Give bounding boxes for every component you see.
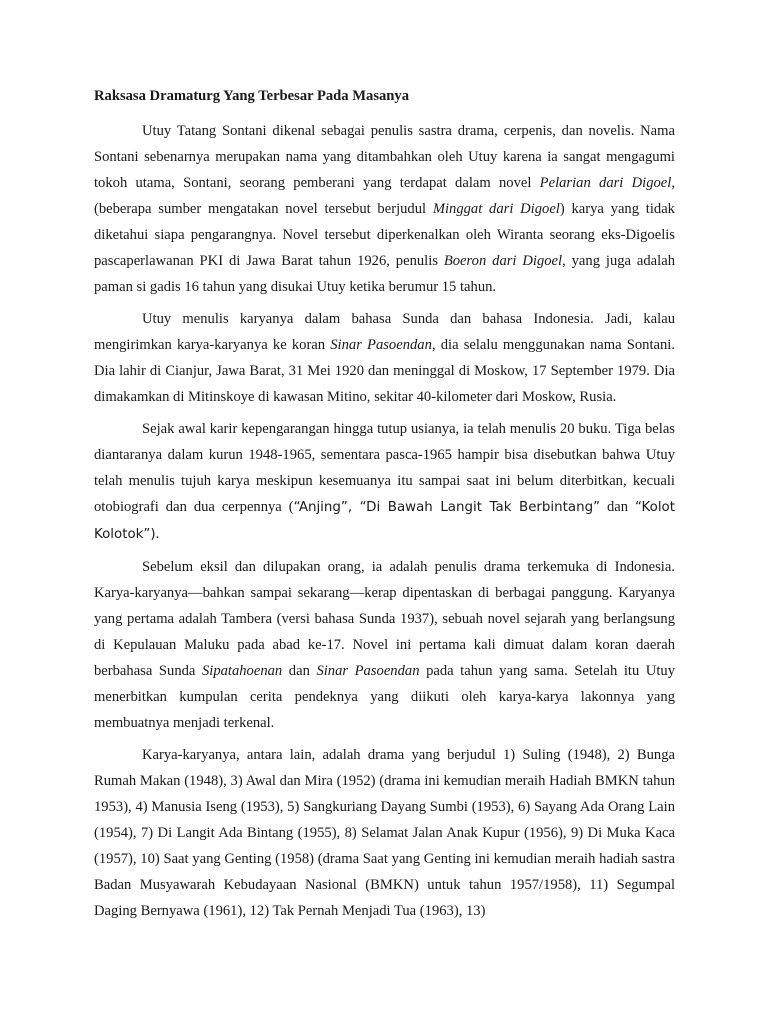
paragraph-4-text-c: pada tahun yang sama. Setelah itu Utuy menerbitkan kumpulan cerita pendeknya yang diikuti oleh karya-karya lakonnya yang membuatnya menjadi terkenal. <box>94 663 675 731</box>
paragraph-2-text-b: , dia selalu menggunakan nama Sontani. Dia lahir di Cianjur, Jawa Barat, 31 Mei 1920 dan meninggal di Moskow, 17 September 1979. Dia dimakamkan di Mitinskoye di kawasan Mitino, sekitar 40-kilometer dari Moskow, Rusia. <box>94 337 675 405</box>
paragraph-1-italic-title-3: Boeron dari Digoel <box>443 253 563 269</box>
document-page <box>94 86 675 930</box>
paragraph-1-text-c: ) karya yang tidak diketahui siapa pengarangnya. Novel tersebut diperkenalkan oleh Wiranta seorang eks-Digoelis pascaperlawanan PKI di Jawa Barat tahun 1926, penulis <box>94 201 675 269</box>
paragraph-4-italic-newspaper-2: Sinar Pasoendan <box>316 663 420 679</box>
paragraph-3-story-title-3: “Kolot Kolotok”) <box>94 500 675 542</box>
paragraph-1-text-b: , (beberapa sumber mengatakan novel tersebut berjudul <box>94 175 675 217</box>
paragraph-4-italic-newspaper-1: Sipatahoenan <box>201 663 283 679</box>
paragraph-5 <box>94 742 675 924</box>
paragraph-4-text-a: Sebelum eksil dan dilupakan orang, ia adalah penulis drama terkemuka di Indonesia. Karya-karyanya—bahkan sampai sekarang—kerap dipentaskan di berbagai panggung. Karyanya yang pertama adalah Tambera (versi bahasa Sunda 1937), sebuah novel sejarah yang berlangsung di Kepulauan Maluku pada abad ke-17. Novel ini pertama kali dimuat dalam koran daerah berbahasa Sunda <box>94 559 675 679</box>
paragraph-2-italic-newspaper: Sinar Pasoendan <box>330 337 432 353</box>
paragraph-2-text-a: Utuy menulis karyanya dalam bahasa Sunda dan bahasa Indonesia. Jadi, kalau mengirimkan karya-karyanya ke koran <box>94 311 675 353</box>
paragraph-1 <box>94 118 675 300</box>
paragraph-3-text-b: dan <box>600 499 635 515</box>
paragraph-5-text: Karya-karyanya, antara lain, adalah drama yang berjudul 1) Suling (1948), 2) Bunga Rumah Makan (1948), 3) Awal dan Mira (1952) (drama ini kemudian meraih Hadiah BMKN tahun 1953), 4) Manusia Iseng (1953), 5) Sangkuriang Dayang Sumbi (1953), 6) Sayang Ada Orang Lain (1954), 7) Di Langit Ada Bintang (1955), 8) Selamat Jalan Anak Kupur (1956), 9) Di Muka Kaca (1957), 10) Saat yang Genting (1958) (drama Saat yang Genting ini kemudian meraih hadiah sastra Badan Musyawarah Kebudayaan Nasional (BMKN) untuk tahun 1957/1958), 11) Segumpal Daging Bernyawa (1961), 12) Tak Pernah Menjadi Tua (1963), 13) <box>94 747 675 919</box>
paragraph-2 <box>94 306 675 410</box>
paragraph-3-story-titles: “Anjing”, “Di Bawah Langit Tak Berbintang” <box>293 500 601 515</box>
paragraph-4-text-b: dan <box>282 663 317 679</box>
paragraph-3-text-c: . <box>155 526 160 542</box>
paragraph-1-italic-title-1: Pelarian dari Digoel <box>539 175 672 191</box>
paragraph-4 <box>94 554 675 736</box>
paragraph-3-text-a: Sejak awal karir kepengarangan hingga tutup usianya, ia telah menulis 20 buku. Tiga belas diantaranya dalam kurun 1948-1965, sementara pasca-1965 hampir bisa disebutkan bahwa Utuy telah menulis tujuh karya meskipun kesemuanya itu sampai saat ini belum diterbitkan, kecuali otobiografi dan dua cerpennya ( <box>94 421 675 515</box>
document-title: Raksasa Dramaturg Yang Terbesar Pada Masanya <box>94 88 410 104</box>
paragraph-3 <box>94 416 675 548</box>
paragraph-1-text-d: , yang juga adalah paman si gadis 16 tahun yang disukai Utuy ketika berumur 15 tahun. <box>94 253 675 295</box>
paragraph-1-italic-title-2: Minggat dari Digoel <box>432 201 560 217</box>
paragraph-1-text-a: Utuy Tatang Sontani dikenal sebagai penulis sastra drama, cerpenis, dan novelis. Nama Sontani sebenarnya merupakan nama yang ditambahkan oleh Utuy karena ia sangat mengagumi tokoh utama, Sontani, seorang pemberani yang terdapat dalam novel <box>94 123 675 191</box>
